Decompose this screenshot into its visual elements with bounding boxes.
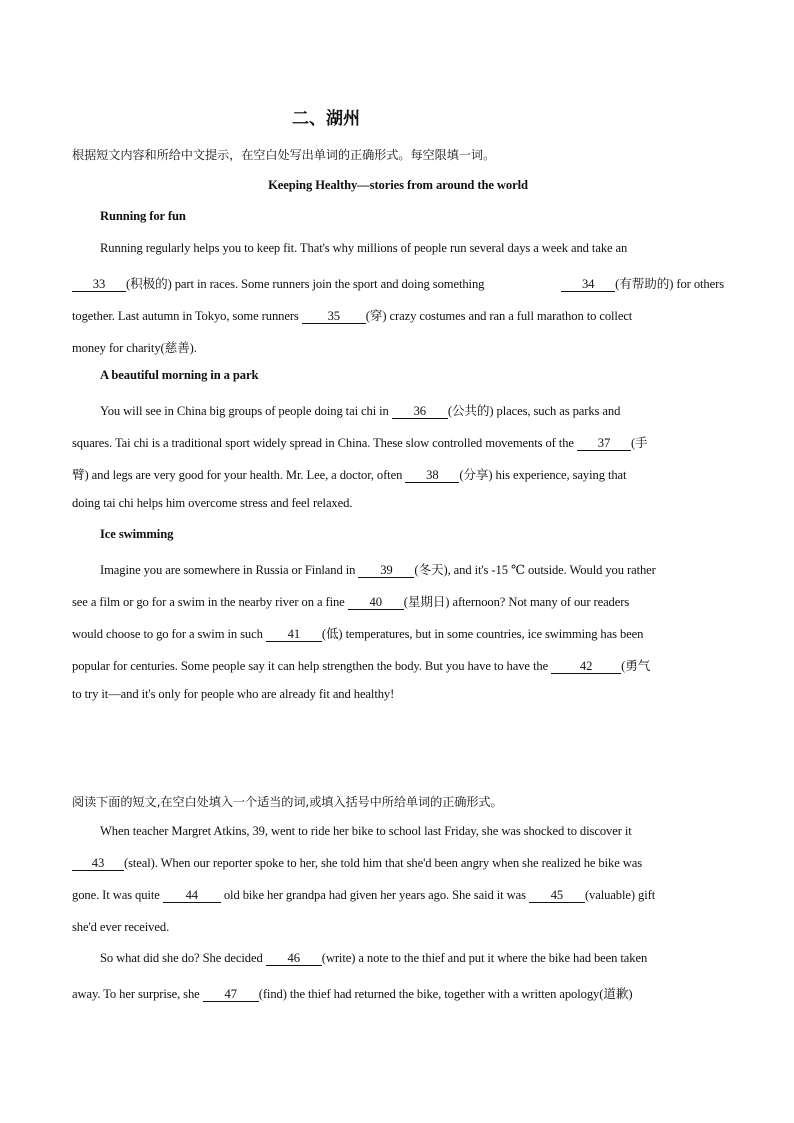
blank-43[interactable]: 43 — [72, 857, 124, 871]
text-segment: popular for centuries. Some people say it can help strengthen the body. But you have to have the — [72, 659, 549, 673]
subheading-running: Running for fun — [100, 209, 186, 223]
text-segment: (find) the thief had returned the bike, together with a written apology(道歉) — [258, 987, 633, 1001]
text-segment: away. To her surprise, she — [72, 987, 200, 1001]
subheading-ice-swimming: Ice swimming — [100, 527, 174, 541]
blank-37[interactable]: 37 — [577, 437, 631, 451]
paragraph-line: to try it—and it's only for people who are already fit and healthy! — [72, 687, 395, 701]
text-segment: (steal). When our reporter spoke to her, she told him that she'd been angry when she realized he bike was — [124, 856, 643, 870]
text-segment: old bike her grandpa had given her years ago. She said it was — [223, 888, 526, 902]
text-segment: (有帮助的) for others — [615, 277, 724, 291]
paragraph-line — [72, 623, 643, 642]
part1-instruction: 根据短文内容和所给中文提示，在空白处写出单词的正确形式。每空限填一词。 — [72, 148, 496, 162]
paragraph-line — [72, 464, 626, 483]
paragraph-line: When teacher Margret Atkins, 39, went to ride her bike to school last Friday, she was shocked to discover it — [100, 824, 632, 838]
subheading-park: A beautiful morning in a park — [100, 368, 259, 382]
blank-41[interactable]: 41 — [266, 628, 322, 642]
blank-44[interactable]: 44 — [163, 889, 221, 903]
paragraph-line — [72, 655, 650, 674]
blank-35[interactable]: 35 — [302, 310, 366, 324]
text-segment: 臂) and legs are very good for your health. Mr. Lee, a doctor, often — [72, 468, 403, 482]
paragraph-line: Running regularly helps you to keep fit. That's why millions of people run several days a week and take an — [100, 241, 628, 255]
part2-instruction: 阅读下面的短文,在空白处填入一个适当的词,或填入括号中所给单词的正确形式。 — [72, 795, 503, 809]
text-segment: (穿) crazy costumes and ran a full marathon to collect — [365, 309, 633, 323]
blank-40[interactable]: 40 — [348, 596, 404, 610]
blank-45[interactable]: 45 — [529, 889, 585, 903]
passage-title: Keeping Healthy—stories from around the world — [268, 178, 528, 192]
paragraph-line — [72, 305, 632, 324]
paragraph-line — [72, 273, 724, 292]
text-segment: (手 — [630, 436, 648, 450]
section-title: 二、湖州 — [292, 109, 360, 129]
paragraph-line — [72, 888, 655, 903]
paragraph-line — [100, 559, 656, 578]
text-segment: gone. It was quite — [72, 888, 160, 902]
paragraph-line: doing tai chi helps him overcome stress and feel relaxed. — [72, 496, 353, 510]
text-segment: squares. Tai chi is a traditional sport widely spread in China. These slow controlled movements of the — [72, 436, 574, 450]
text-segment: (分享) his experience, saying that — [459, 468, 627, 482]
blank-42[interactable]: 42 — [551, 660, 621, 674]
paragraph-line — [100, 400, 620, 419]
text-segment: So what did she do? She decided — [100, 951, 263, 965]
paragraph-line — [72, 432, 648, 451]
text-segment: (星期日) afternoon? Not many of our readers — [403, 595, 630, 609]
paragraph-line — [72, 591, 629, 610]
text-segment: see a film or go for a swim in the nearby river on a fine — [72, 595, 345, 609]
paragraph-line — [72, 983, 632, 1002]
text-segment: (低) temperatures, but in some countries, ice swimming has been — [321, 627, 644, 641]
text-segment: would choose to go for a swim in such — [72, 627, 263, 641]
text-segment: (积极的) part in races. Some runners join the sport and doing something — [126, 277, 485, 291]
paragraph-line: she'd ever received. — [72, 920, 170, 934]
text-segment: (write) a note to the thief and put it where the bike had been taken — [321, 951, 648, 965]
text-segment: (勇气 — [621, 659, 651, 673]
paragraph-line: money for charity(慈善). — [72, 341, 197, 355]
blank-34[interactable]: 34 — [561, 278, 615, 292]
text-segment: (公共的) places, such as parks and — [447, 404, 621, 418]
blank-38[interactable]: 38 — [405, 469, 459, 483]
blank-47[interactable]: 47 — [203, 988, 259, 1002]
blank-33[interactable]: 33 — [72, 278, 126, 292]
text-segment: (valuable) gift — [584, 888, 656, 902]
blank-39[interactable]: 39 — [358, 564, 414, 578]
blank-36[interactable]: 36 — [392, 405, 448, 419]
paragraph-line — [100, 951, 647, 966]
text-segment: (冬天), and it's -15 ℃ outside. Would you rather — [414, 563, 656, 577]
text-segment: Imagine you are somewhere in Russia or Finland in — [100, 563, 356, 577]
paragraph-line — [72, 856, 642, 871]
text-segment: together. Last autumn in Tokyo, some runners — [72, 309, 299, 323]
blank-46[interactable]: 46 — [266, 952, 322, 966]
text-segment: You will see in China big groups of people doing tai chi in — [100, 404, 389, 418]
